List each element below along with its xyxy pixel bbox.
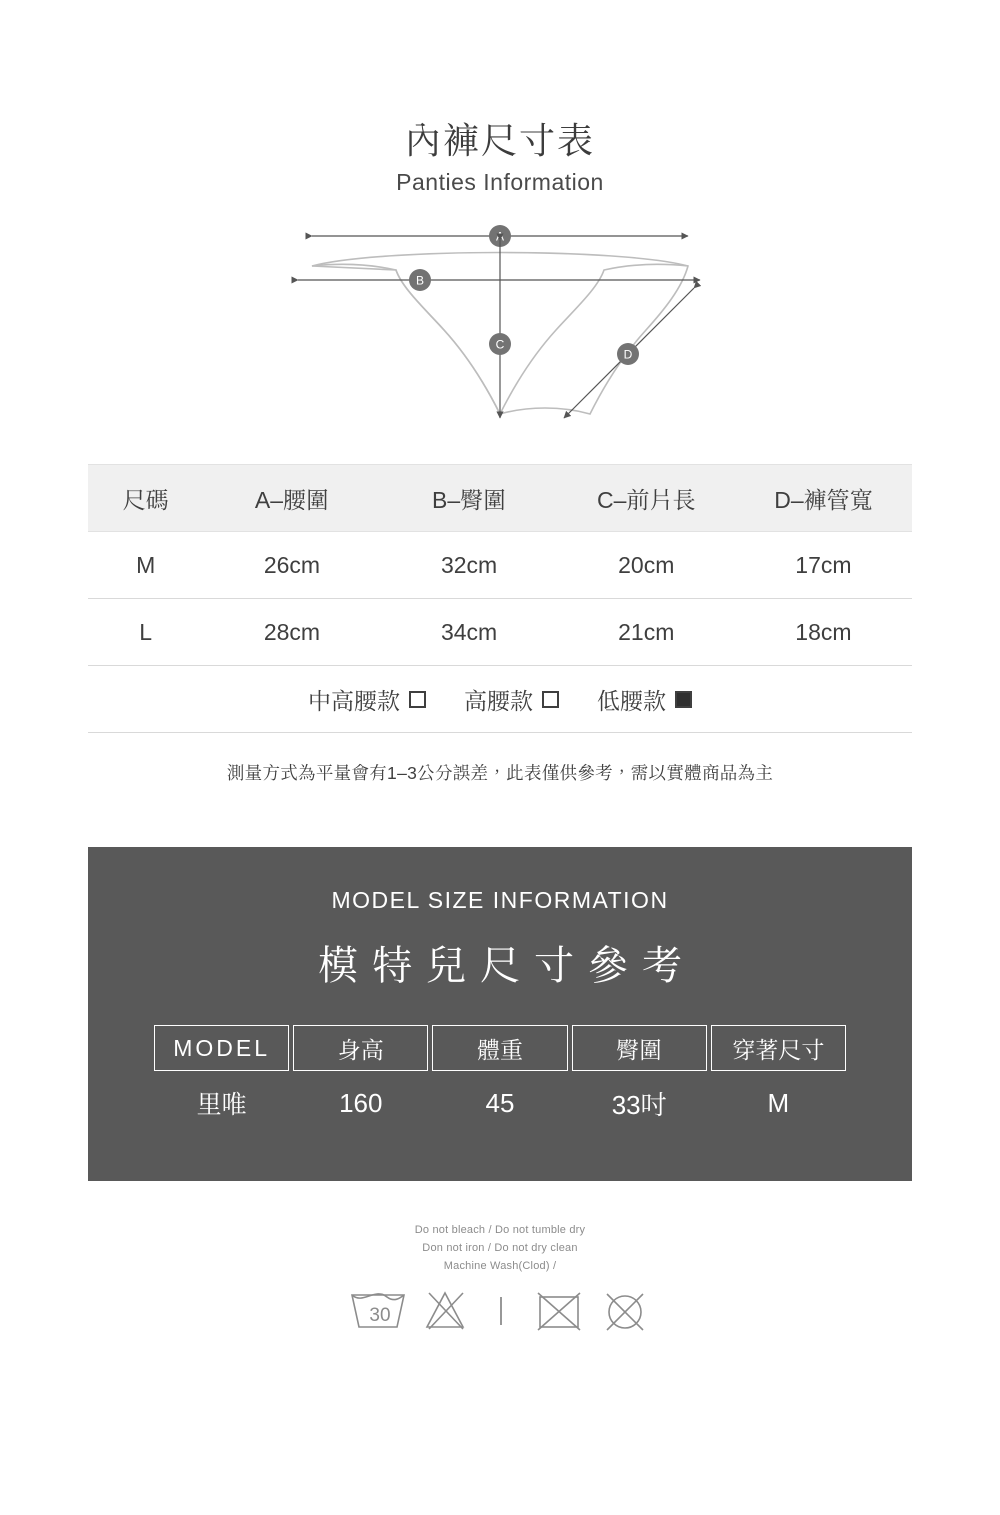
waist-option-low-label: 低腰款: [597, 687, 666, 714]
size-cell-m-hip: 32cm: [381, 532, 558, 599]
size-table-header-size: 尺碼: [88, 465, 203, 532]
model-cell-weight: 45: [485, 1087, 515, 1118]
page-title-cn: 內褲尺寸表: [404, 120, 595, 161]
size-cell-m-front-length: 20cm: [558, 532, 735, 599]
size-table-header-leg-width: D–褲管寬: [735, 465, 912, 532]
measure-label-d: D: [623, 347, 633, 362]
model-size-panel: [88, 847, 912, 1181]
page-header: [0, 0, 1000, 196]
panties-diagram-svg: [290, 218, 710, 448]
measure-label-b: B: [415, 273, 425, 288]
panties-measurement-diagram: [0, 218, 1000, 448]
model-title-en: MODEL SIZE INFORMATION: [331, 887, 669, 913]
model-header-size-worn: 穿著尺寸: [711, 1025, 846, 1071]
size-cell-m-leg-width: 17cm: [735, 532, 912, 599]
size-table-header-row: [88, 465, 912, 532]
do-not-bleach-icon: [421, 1285, 469, 1333]
size-cell-l: L: [88, 599, 203, 666]
machine-wash-30-icon: [349, 1285, 407, 1333]
iron-icon: [483, 1285, 519, 1333]
model-table-header-row: [154, 1025, 846, 1071]
waist-option-high-label: 高腰款: [464, 687, 533, 714]
table-row: [88, 599, 912, 666]
do-not-tumble-dry-icon: [533, 1285, 585, 1333]
model-header-hips: 臀圍: [572, 1025, 707, 1071]
model-header-model: MODEL: [154, 1025, 289, 1071]
size-cell-l-waist: 28cm: [203, 599, 380, 666]
table-row: [88, 532, 912, 599]
wash-temperature-label: 30: [369, 1305, 391, 1327]
measure-label-c: C: [495, 337, 505, 352]
model-size-table: [150, 1025, 850, 1135]
model-cell-height: 160: [339, 1087, 383, 1118]
model-cell-hips: 33吋: [611, 1089, 667, 1120]
size-cell-m-waist: 26cm: [203, 532, 380, 599]
size-table: [88, 464, 912, 733]
checkbox-icon[interactable]: [409, 691, 426, 708]
care-icon-row: [0, 1285, 1000, 1333]
table-row: [154, 1071, 846, 1135]
do-not-dry-clean-icon: [599, 1285, 651, 1333]
size-cell-l-leg-width: 18cm: [735, 599, 912, 666]
care-instructions: [0, 1221, 1000, 1333]
waist-style-row: [88, 666, 912, 733]
checkbox-icon[interactable]: [542, 691, 559, 708]
measurement-note: 測量方式為平量會有1–3公分誤差，此表僅供參考，需以實體商品為主: [226, 763, 774, 783]
size-table-header-waist: A–腰圍: [203, 465, 380, 532]
waist-option-high[interactable]: [464, 683, 559, 716]
size-table-header-front-length: C–前片長: [558, 465, 735, 532]
model-cell-size: M: [767, 1087, 790, 1118]
waist-option-mid-high[interactable]: [308, 683, 426, 716]
model-title-cn: 模特兒尺寸參考: [318, 944, 696, 988]
waist-option-mid-high-label: 中高腰款: [308, 687, 400, 714]
size-cell-l-hip: 34cm: [381, 599, 558, 666]
size-cell-l-front-length: 21cm: [558, 599, 735, 666]
care-line-3: Machine Wash(Clod) /: [443, 1260, 557, 1273]
care-line-2: Don not iron / Do not dry clean: [422, 1242, 578, 1255]
waist-style-cell: [88, 666, 912, 733]
model-header-height: 身高: [293, 1025, 428, 1071]
page-title-en: Panties Information: [396, 169, 604, 195]
model-cell-name: 里唯: [196, 1091, 247, 1119]
size-table-header-hip: B–臀圍: [381, 465, 558, 532]
checkbox-checked-icon[interactable]: [675, 691, 692, 708]
measure-label-a: A: [495, 229, 505, 244]
waist-option-low[interactable]: [597, 683, 692, 716]
model-header-weight: 體重: [432, 1025, 567, 1071]
size-cell-m: M: [88, 532, 203, 599]
care-line-1: Do not bleach / Do not tumble dry: [414, 1224, 586, 1236]
